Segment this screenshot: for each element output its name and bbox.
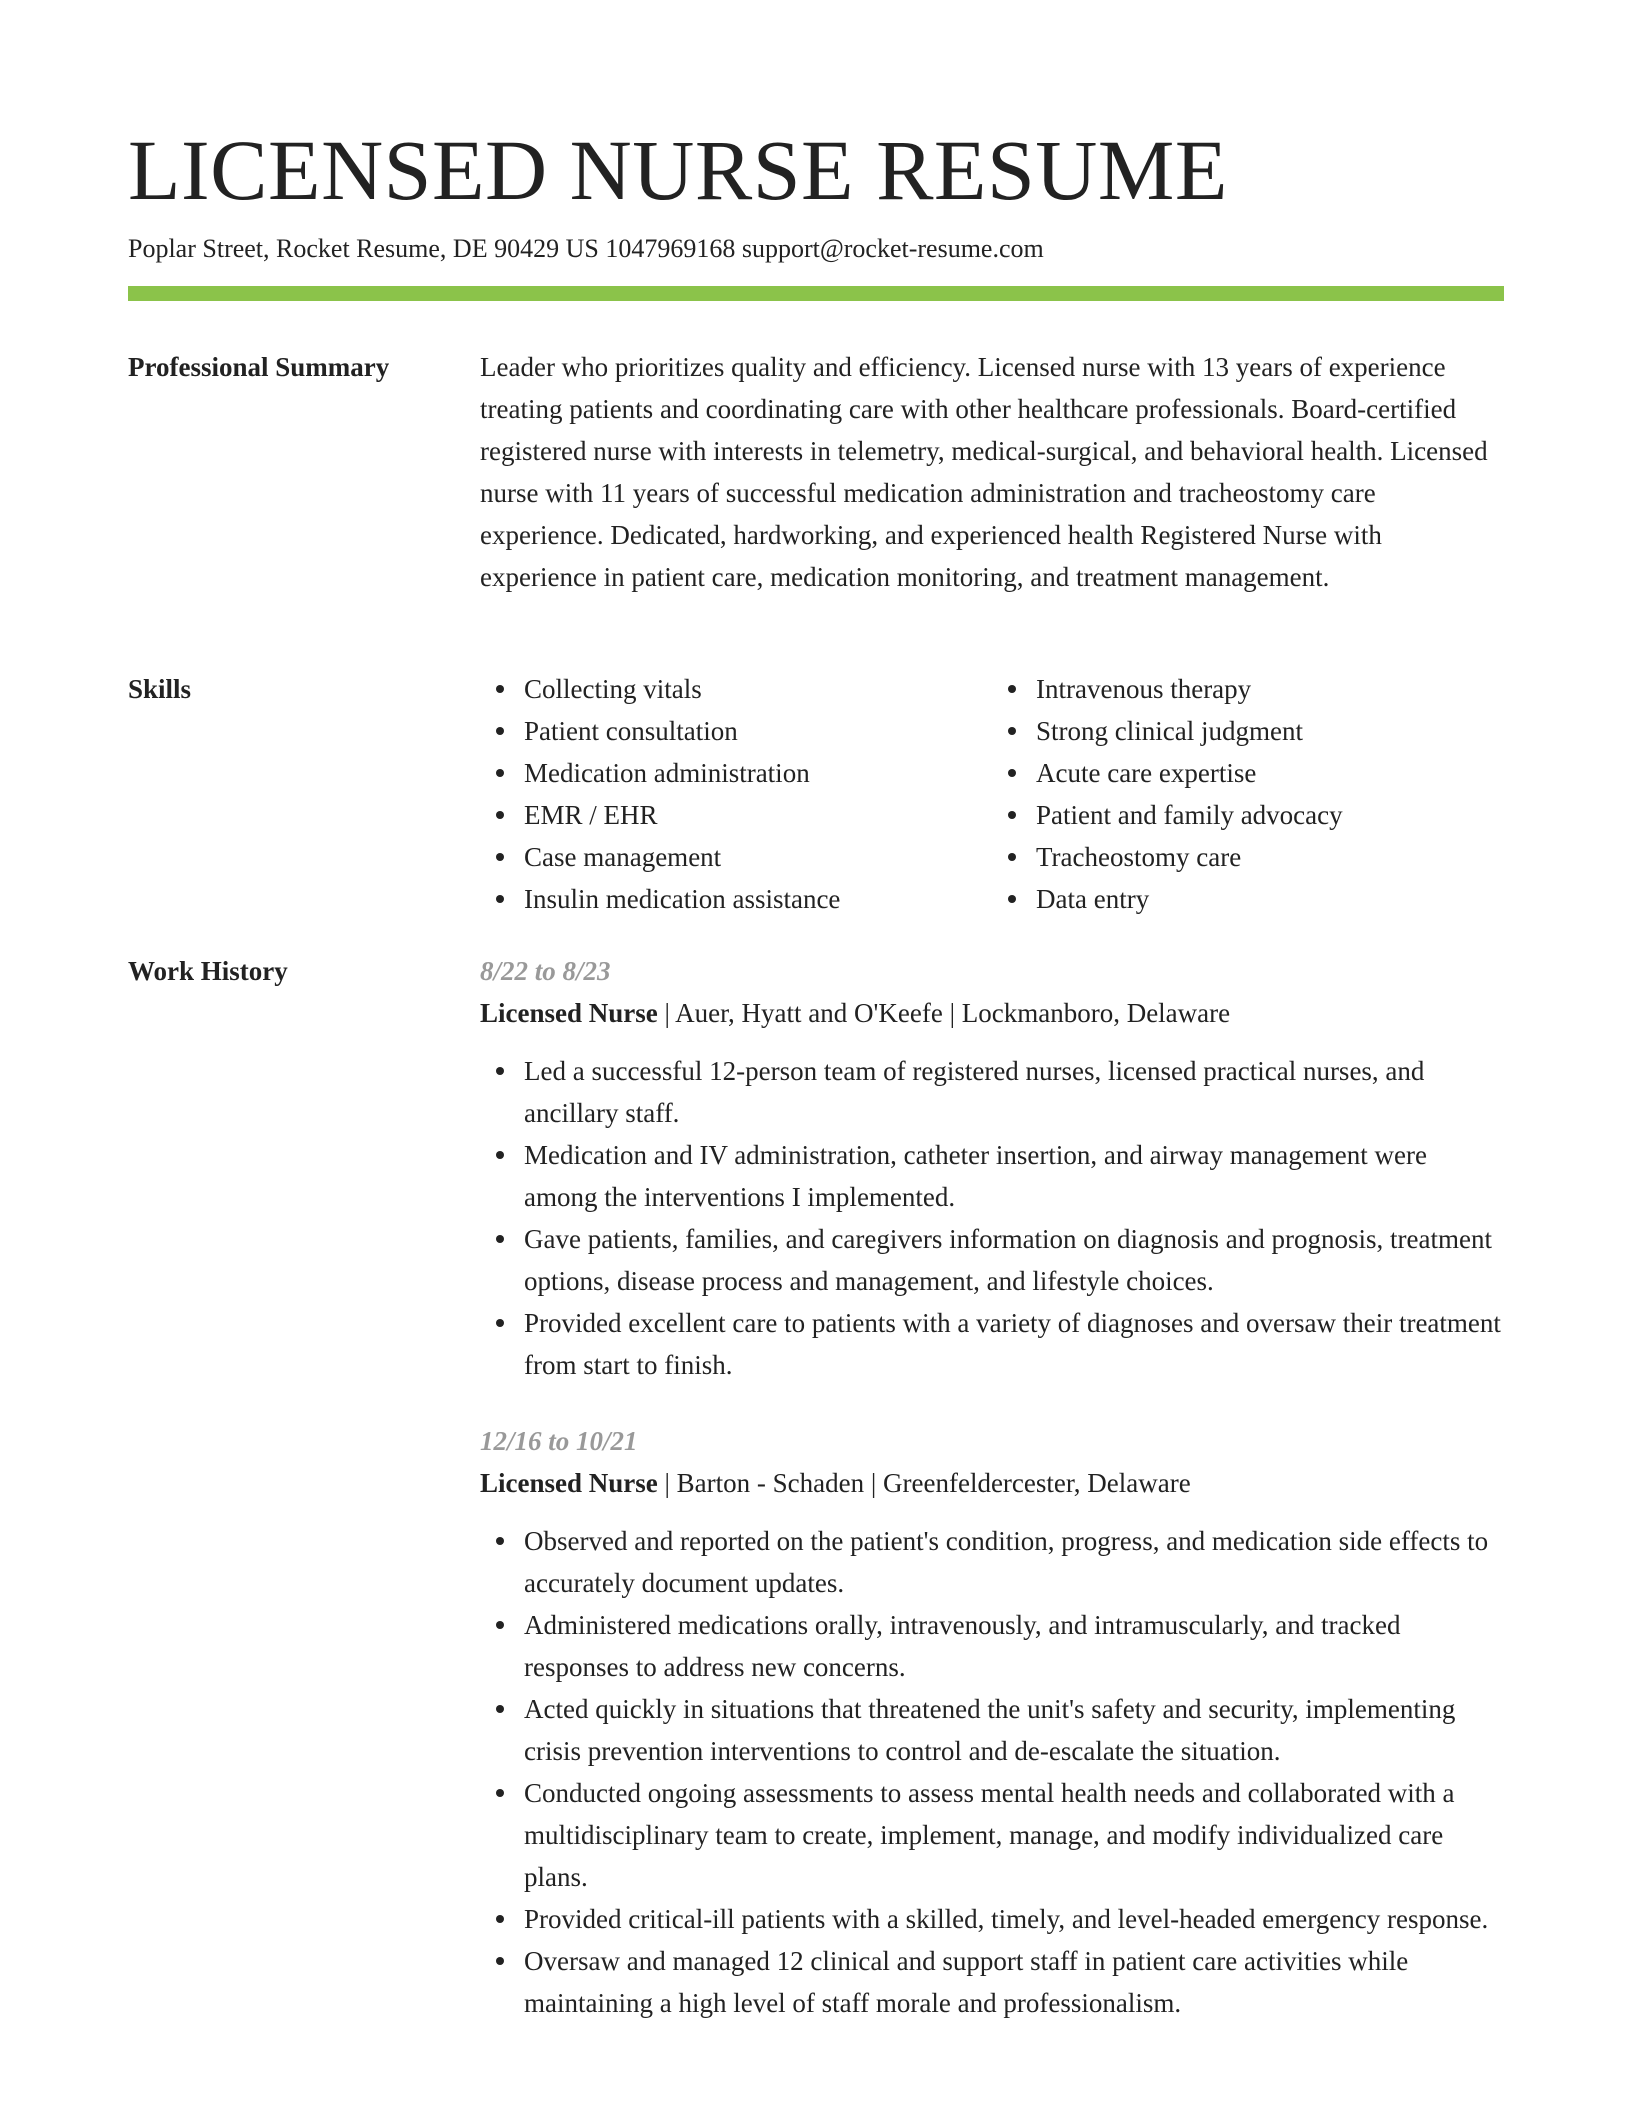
job-dates: 12/16 to 10/21 — [480, 1426, 638, 1456]
skill-item: Patient consultation — [524, 710, 992, 752]
work-history-body — [480, 950, 1504, 2024]
job-bullet: Medication and IV administration, catheter insertion, and airway management were among the interventions I implemented. — [524, 1134, 1504, 1218]
job-bullet-list — [480, 1050, 1504, 1386]
skill-item: Acute care expertise — [1036, 752, 1504, 794]
header-divider — [128, 286, 1504, 301]
job-bullet: Administered medications orally, intravenously, and intramuscularly, and tracked responses to address new concerns. — [524, 1604, 1504, 1688]
job-entry — [480, 950, 1504, 1386]
summary-label: Professional Summary — [128, 352, 390, 382]
job-bullet: Conducted ongoing assessments to assess mental health needs and collaborated with a multidisciplinary team to create, implement, manage, and modify individualized care plans. — [524, 1772, 1504, 1898]
summary-body — [480, 346, 1504, 598]
skill-item: Insulin medication assistance — [524, 878, 992, 920]
skill-item: Tracheostomy care — [1036, 836, 1504, 878]
skill-item: Intravenous therapy — [1036, 668, 1504, 710]
job-bullet: Led a successful 12-person team of registered nurses, licensed practical nurses, and ancillary staff. — [524, 1050, 1504, 1134]
job-bullet: Acted quickly in situations that threatened the unit's safety and security, implementing crisis prevention interventions to control and de-escalate the situation. — [524, 1688, 1504, 1772]
job-title-line — [480, 1462, 1504, 1504]
job-bullet: Gave patients, families, and caregivers information on diagnosis and prognosis, treatment options, disease process and management, and lifestyle choices. — [524, 1218, 1504, 1302]
job-title-line — [480, 992, 1504, 1034]
job-bullet: Provided excellent care to patients with a variety of diagnoses and oversaw their treatment from start to finish. — [524, 1302, 1504, 1386]
summary-text: Leader who prioritizes quality and efficiency. Licensed nurse with 13 years of experience treating patients and coordinating care with other healthcare professionals. Board-certified registered nurse with interests in telemetry, medical-surgical, and behavioral health. Licensed nurse with 11 years of successful medication administration and tracheostomy care experience. Dedicated, hardworking, and experienced health Registered Nurse with experience in patient care, medication monitoring, and treatment management. — [480, 352, 1488, 592]
skill-item: Data entry — [1036, 878, 1504, 920]
skill-item: Strong clinical judgment — [1036, 710, 1504, 752]
job-entry — [480, 1420, 1504, 2024]
skill-item: Collecting vitals — [524, 668, 992, 710]
job-employer-location: | Barton - Schaden | Greenfeldercester, Delaware — [657, 1468, 1191, 1498]
job-title: Licensed Nurse — [480, 998, 658, 1028]
skill-item: Case management — [524, 836, 992, 878]
job-bullet: Observed and reported on the patient's condition, progress, and medication side effects to accurately document updates. — [524, 1520, 1504, 1604]
contact-line: Poplar Street, Rocket Resume, DE 90429 US 1047969168 support@rocket-resume.com — [128, 234, 1044, 263]
job-employer-location: | Auer, Hyatt and O'Keefe | Lockmanboro, Delaware — [657, 998, 1231, 1028]
work-history-label: Work History — [128, 956, 288, 986]
skills-column-right — [992, 668, 1504, 920]
resume-title: LICENSED NURSE RESUME — [128, 122, 1228, 218]
skills-body — [480, 668, 1504, 920]
job-dates: 8/22 to 8/23 — [480, 956, 611, 986]
skills-column-left — [480, 668, 992, 920]
skills-grid — [480, 668, 1504, 920]
job-bullet-list — [480, 1520, 1504, 2024]
skill-item: Medication administration — [524, 752, 992, 794]
job-title: Licensed Nurse — [480, 1468, 658, 1498]
skills-label: Skills — [128, 674, 192, 704]
job-bullet: Oversaw and managed 12 clinical and support staff in patient care activities while maintaining a high level of staff morale and professionalism. — [524, 1940, 1504, 2024]
job-bullet: Provided critical-ill patients with a skilled, timely, and level-headed emergency response. — [524, 1898, 1504, 1940]
skill-item: Patient and family advocacy — [1036, 794, 1504, 836]
skill-item: EMR / EHR — [524, 794, 992, 836]
